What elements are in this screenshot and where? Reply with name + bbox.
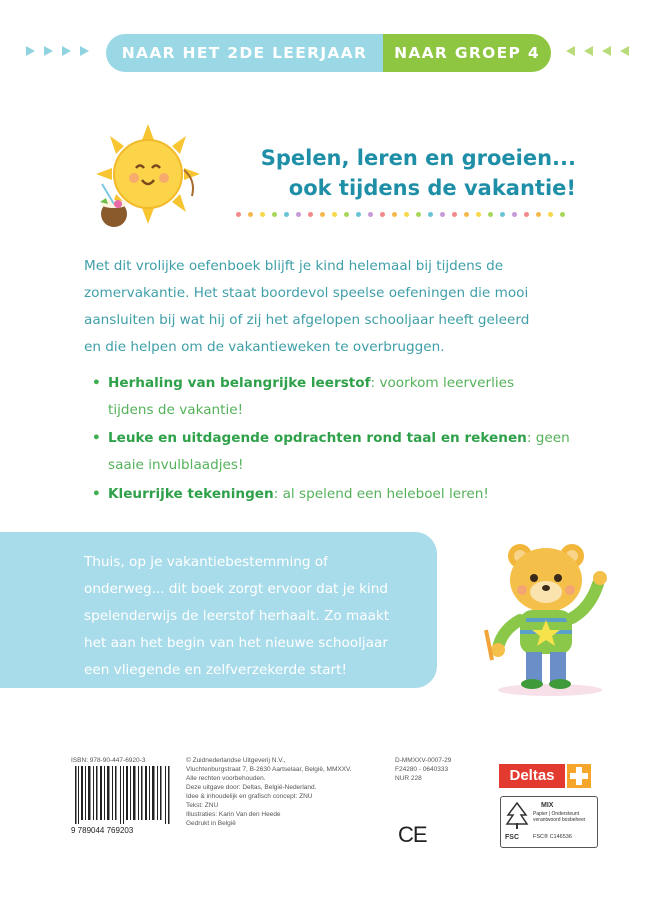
bullet-bold: Leuke en uitdagende opdrachten rond taal en rekenen	[108, 430, 527, 446]
box-line: een vliegende en zelfverzekerde start!	[84, 662, 347, 678]
fsc-label: FSC	[505, 834, 519, 841]
bullet-rest: : geen	[526, 430, 570, 446]
fsc-paper: Papier | Ondersteunt	[533, 811, 580, 817]
bullet-rest: : al spelend een heleboel leren!	[273, 486, 489, 502]
bullet-bold: Herhaling van belangrijke leerstof	[108, 375, 371, 391]
publisher-line: Tekst: ZNU	[186, 802, 219, 809]
highlight-box-text	[84, 549, 429, 684]
bullet-dot: •	[92, 486, 101, 502]
intro-line: zomervakantie. Het staat boordevol speelse oefeningen die mooi	[84, 285, 529, 301]
code-line: F24280 - 0640333	[395, 766, 449, 773]
barcode-number: 9 789044 769203	[71, 826, 134, 835]
deltas-logo-text: Deltas	[499, 764, 565, 788]
box-line: Thuis, op je vakantiebestemming of	[84, 554, 328, 570]
tagline-line-2: ook tijdens de vakantie!	[288, 176, 576, 200]
publisher-line: Vluchtenburgstraat 7, B-2630 Aartselaar, België, MMXXV.	[186, 766, 352, 773]
fsc-paper-2: verantwoord bosbeheer	[533, 817, 586, 823]
bullet-line-2: tijdens de vakantie!	[108, 402, 244, 418]
box-line: het aan het begin van het nieuwe schooljaar	[84, 635, 388, 651]
fsc-mix: MIX	[541, 802, 554, 809]
isbn-text: ISBN: 978-90-447-6920-3	[71, 757, 146, 764]
sun-mascot-illustration	[88, 122, 208, 232]
publisher-line: Idee & inhoudelijk en grafisch concept: ZNU	[186, 793, 313, 800]
publisher-line: © Zuidnederlandse Uitgeverij N.V.,	[186, 757, 286, 764]
bullet-rest: : voorkom leerverlies	[370, 375, 515, 391]
publisher-line: Gedrukt in België	[186, 820, 236, 827]
bullet-line-2: saaie invulblaadjes!	[108, 457, 244, 473]
publisher-line: Illustraties: Karin Van den Heede	[186, 811, 281, 818]
intro-paragraph	[84, 253, 574, 361]
box-line: spelenderwijs de leerstof herhaalt. Zo maakt	[84, 608, 390, 624]
bear-mascot-illustration	[480, 538, 620, 698]
tagline-line-1: Spelen, leren en groeien...	[260, 146, 576, 170]
deltas-logo	[499, 764, 595, 788]
header-label-groep: NAAR GROEP 4	[383, 34, 551, 72]
bullet-dot: •	[92, 430, 101, 446]
bullet-item	[92, 481, 572, 508]
code-line: D-MMXXV-0007-29	[395, 757, 452, 764]
deltas-plus-icon	[567, 764, 591, 788]
product-codes	[395, 756, 451, 783]
publisher-line: Deze uitgave door: Deltas, België-Nederland.	[186, 784, 317, 791]
publisher-info	[186, 756, 386, 828]
intro-line: Met dit vrolijke oefenboek blijft je kind helemaal bij tijdens de	[84, 258, 504, 274]
bullet-dot: •	[92, 375, 101, 391]
barcode	[71, 766, 175, 832]
fsc-code: FSC® C146536	[533, 834, 572, 840]
ce-mark: CE	[398, 822, 427, 847]
fsc-logo	[500, 796, 598, 848]
code-line: NUR 228	[395, 775, 422, 782]
bullet-item	[92, 425, 572, 479]
header-label-leerjaar: NAAR HET 2DE LEERJAAR	[106, 34, 383, 72]
intro-line: aansluiten bij wat hij of zij het afgelopen schooljaar heeft geleerd	[84, 312, 530, 328]
intro-line: en die helpen om de vakantieweken te overbruggen.	[84, 339, 445, 355]
bullet-item	[92, 370, 572, 424]
fsc-tree-icon	[505, 801, 529, 831]
publisher-line: Alle rechten voorbehouden.	[186, 775, 266, 782]
box-line: onderweg... dit boek zorgt ervoor dat je kind	[84, 581, 389, 597]
bullet-bold: Kleurrijke tekeningen	[108, 486, 274, 502]
